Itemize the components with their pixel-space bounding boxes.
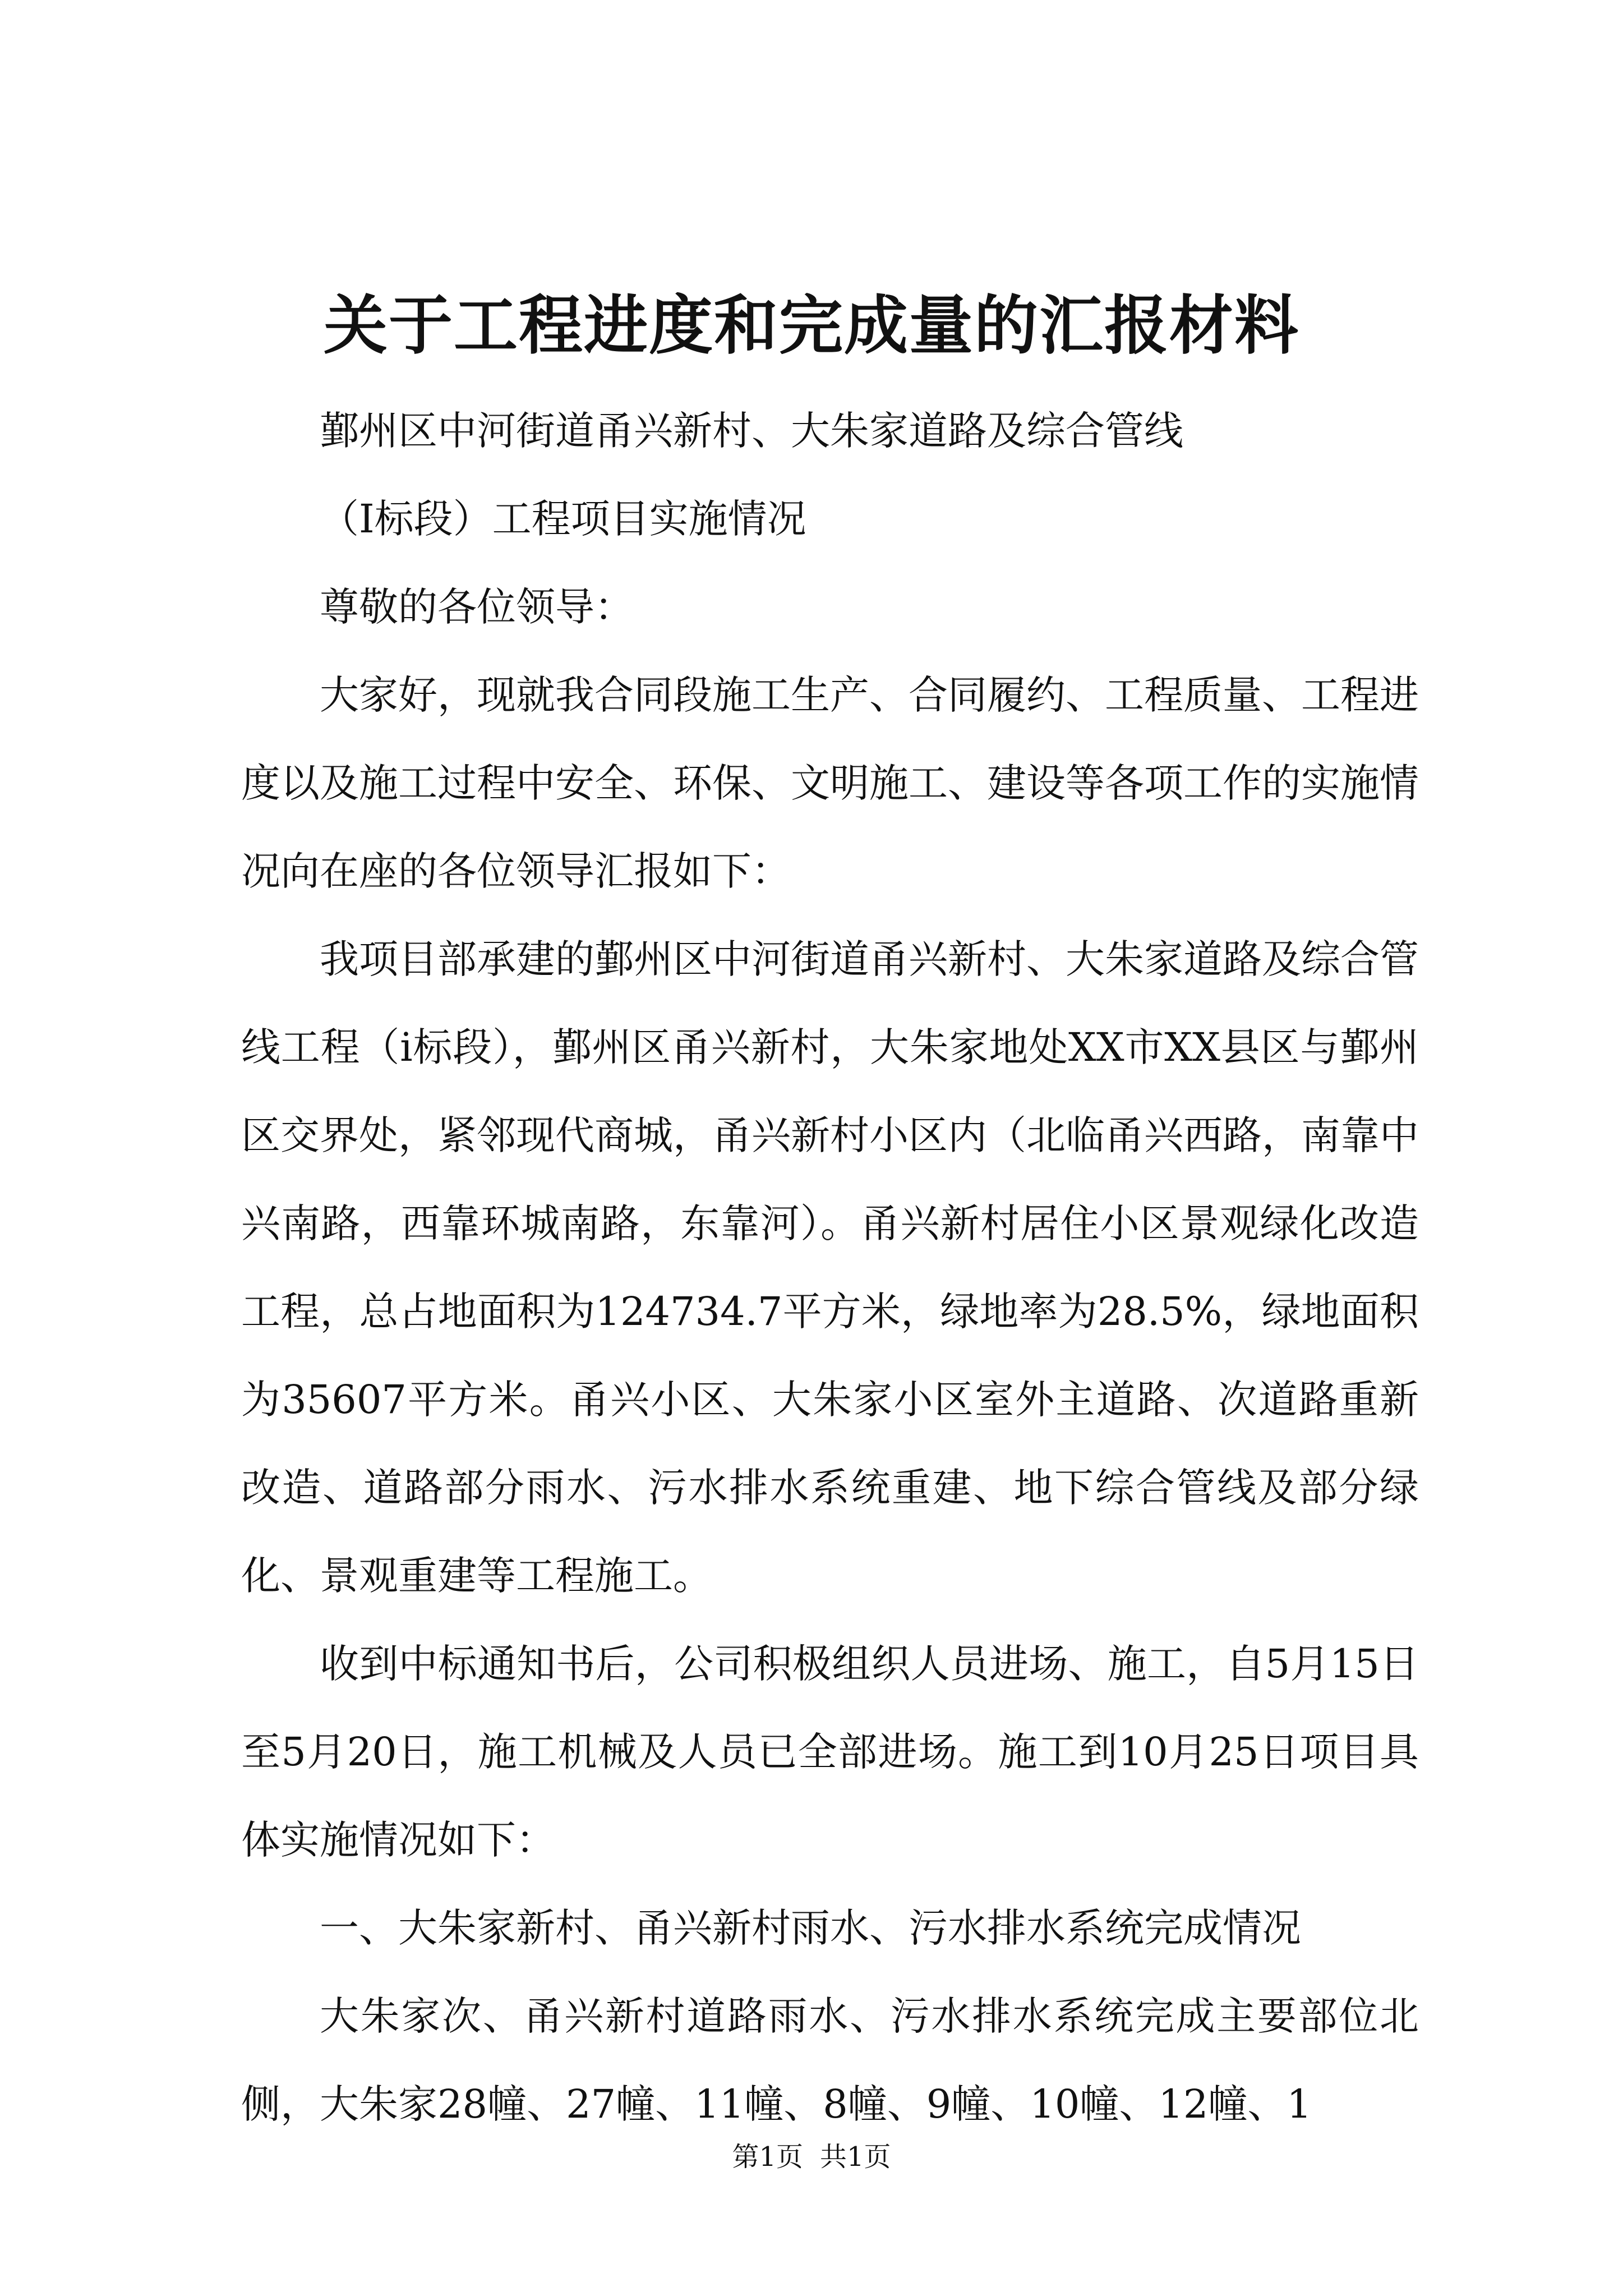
- document-body: [241, 387, 1419, 2148]
- paragraph-project-name: 鄞州区中河街道甬兴新村、大朱家道路及综合管线: [320, 408, 1183, 454]
- document-title: 关于工程进度和完成量的汇报材料: [323, 288, 1299, 363]
- paragraph-section-heading: 一、大朱家新村、甬兴新村雨水、污水排水系统完成情况: [320, 1905, 1301, 1951]
- paragraph-mobilization: 收到中标通知书后，公司积极组织人员进场、施工，自5月15日至5月20日，施工机械及人员已全部进场。施工到10月25日项目具体实施情况如下：: [241, 1641, 1419, 1863]
- paragraph-greeting: 大家好，现就我合同段施工生产、合同履约、工程质量、工程进度以及施工过程中安全、环保、文明施工、建设等各项工作的实施情况向在座的各位领导汇报如下：: [241, 672, 1419, 894]
- page-footer: [0, 2140, 1623, 2174]
- paragraph-project-subtitle: （Ⅰ标段）工程项目实施情况: [320, 496, 806, 542]
- paragraph-drainage-status: 大朱家次、甬兴新村道路雨水、污水排水系统完成主要部位北侧，大朱家28幢、27幢、11幢、8幢、9幢、10幢、12幢、1: [241, 1993, 1419, 2127]
- paragraph-project-overview: 我项目部承建的鄞州区中河街道甬兴新村、大朱家道路及综合管线工程（i标段），鄞州区甬兴新村，大朱家地处XX市XX县区与鄞州区交界处，紧邻现代商城，甬兴新村小区内（北临甬兴西路，南靠中兴南路，西靠环城南路，东靠河）。甬兴新村居住小区景观绿化改造工程，总占地面积为124734.7平方米，绿地率为28.5%，绿地面积为35607平方米。甬兴小区、大朱家小区室外主道路、次道路重新改造、道路部分雨水、污水排水系统重建、地下综合管线及部分绿化、景观重建等工程施工。: [241, 936, 1419, 1599]
- paragraph-salutation: 尊敬的各位领导：: [320, 584, 634, 630]
- page-total: 共1页: [820, 2141, 891, 2173]
- page-number: 第1页: [732, 2141, 803, 2173]
